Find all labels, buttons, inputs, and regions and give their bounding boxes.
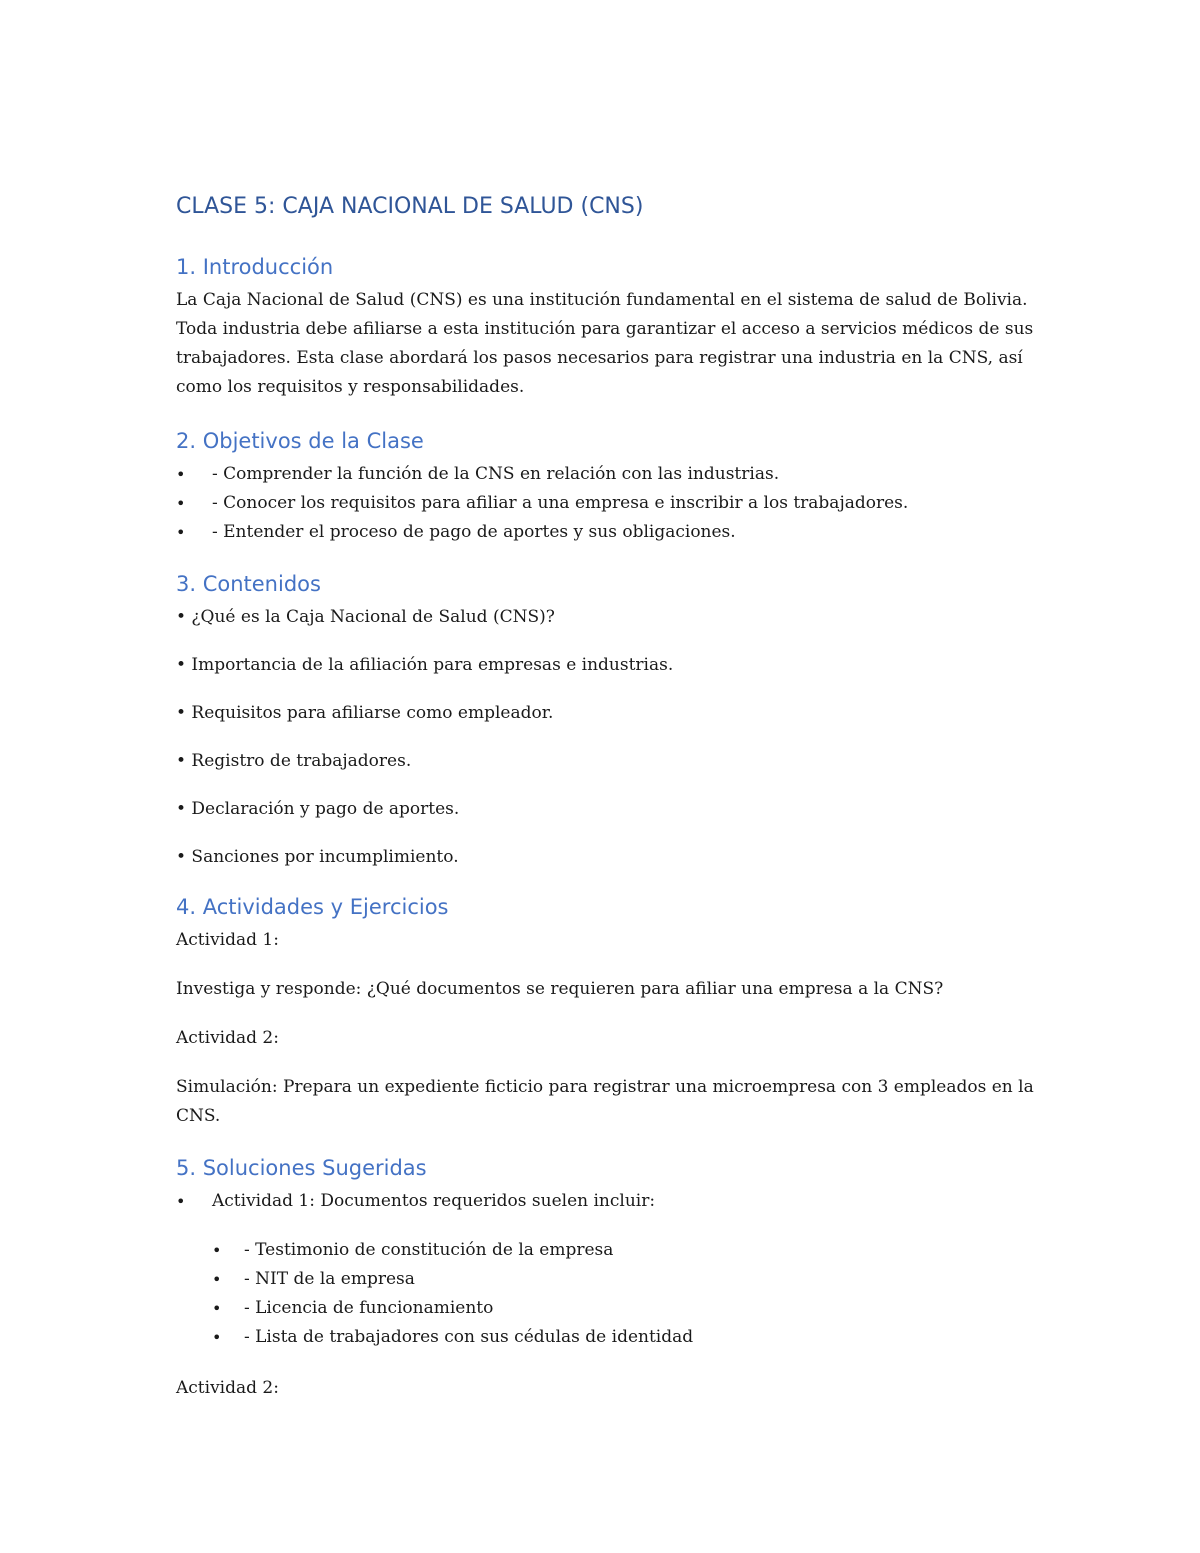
bullet-icon: • bbox=[176, 494, 186, 513]
content-item: • Importancia de la afiliación para empresas e industrias. bbox=[176, 655, 674, 675]
documents-list bbox=[176, 1236, 1036, 1352]
list-item bbox=[176, 489, 1036, 518]
bullet-icon: • bbox=[176, 523, 186, 542]
section-solutions bbox=[176, 1153, 1036, 1403]
list-item bbox=[176, 1236, 1036, 1265]
section-heading-activities: 4. Actividades y Ejercicios bbox=[176, 895, 449, 919]
document-item: - Licencia de funcionamiento bbox=[244, 1298, 494, 1318]
list-item bbox=[176, 1187, 1036, 1216]
content-item: • Sanciones por incumplimiento. bbox=[176, 847, 459, 867]
content-item: • Declaración y pago de aportes. bbox=[176, 799, 460, 819]
content-item: • Registro de trabajadores. bbox=[176, 751, 412, 771]
document-item: - NIT de la empresa bbox=[244, 1269, 415, 1289]
content-item: • Requisitos para afiliarse como empleador. bbox=[176, 703, 554, 723]
activity-1-label: Actividad 1: bbox=[176, 930, 279, 950]
section-heading-contents: 3. Contenidos bbox=[176, 572, 321, 596]
bullet-icon: • bbox=[212, 1328, 222, 1347]
section-heading-solutions: 5. Soluciones Sugeridas bbox=[176, 1156, 427, 1180]
activity-2-label: Actividad 2: bbox=[176, 1028, 279, 1048]
solutions-list bbox=[176, 1187, 1036, 1216]
objective-text: - Entender el proceso de pago de aportes y sus obligaciones. bbox=[212, 522, 736, 542]
section-introduction bbox=[176, 252, 1036, 402]
list-item bbox=[176, 1323, 1036, 1352]
introduction-paragraph: La Caja Nacional de Salud (CNS) es una institución fundamental en el sistema de salud de Bolivia. Toda industria debe afiliarse a esta institución para garantizar el acceso a servicios médicos de sus trabajadores. Esta clase abordará los pasos necesarios para registrar una industria en la CNS, así como los requisitos y responsabilidades. bbox=[176, 290, 1034, 397]
list-item bbox=[176, 518, 1036, 547]
bullet-icon: • bbox=[212, 1241, 222, 1260]
bullet-icon: • bbox=[212, 1270, 222, 1289]
section-heading-objectives: 2. Objetivos de la Clase bbox=[176, 429, 424, 453]
section-heading-introduction: 1. Introducción bbox=[176, 255, 334, 279]
list-item bbox=[176, 460, 1036, 489]
activity-1-text: Investiga y responde: ¿Qué documentos se requieren para afiliar una empresa a la CNS? bbox=[176, 979, 944, 999]
solution-activity-1: Actividad 1: Documentos requeridos suelen incluir: bbox=[212, 1191, 656, 1211]
activity-2-text: Simulación: Prepara un expediente ficticio para registrar una microempresa con 3 empleados en la CNS. bbox=[176, 1077, 1034, 1126]
objectives-list bbox=[176, 460, 1036, 547]
section-objectives bbox=[176, 426, 1036, 547]
bullet-icon: • bbox=[176, 465, 186, 484]
document-item: - Lista de trabajadores con sus cédulas de identidad bbox=[244, 1327, 694, 1347]
document-page bbox=[176, 190, 1036, 1425]
objective-text: - Conocer los requisitos para afiliar a una empresa e inscribir a los trabajadores. bbox=[212, 493, 909, 513]
content-item: • ¿Qué es la Caja Nacional de Salud (CNS)? bbox=[176, 607, 555, 627]
objective-text: - Comprender la función de la CNS en relación con las industrias. bbox=[212, 464, 780, 484]
bullet-icon: • bbox=[212, 1299, 222, 1318]
bullet-icon: • bbox=[176, 1192, 186, 1211]
document-item: - Testimonio de constitución de la empresa bbox=[244, 1240, 614, 1260]
section-contents bbox=[176, 569, 1036, 872]
document-title: CLASE 5: CAJA NACIONAL DE SALUD (CNS) bbox=[176, 194, 644, 219]
list-item bbox=[176, 1294, 1036, 1323]
section-activities bbox=[176, 892, 1036, 1131]
list-item bbox=[176, 1265, 1036, 1294]
solution-activity-2-label: Actividad 2: bbox=[176, 1378, 279, 1398]
